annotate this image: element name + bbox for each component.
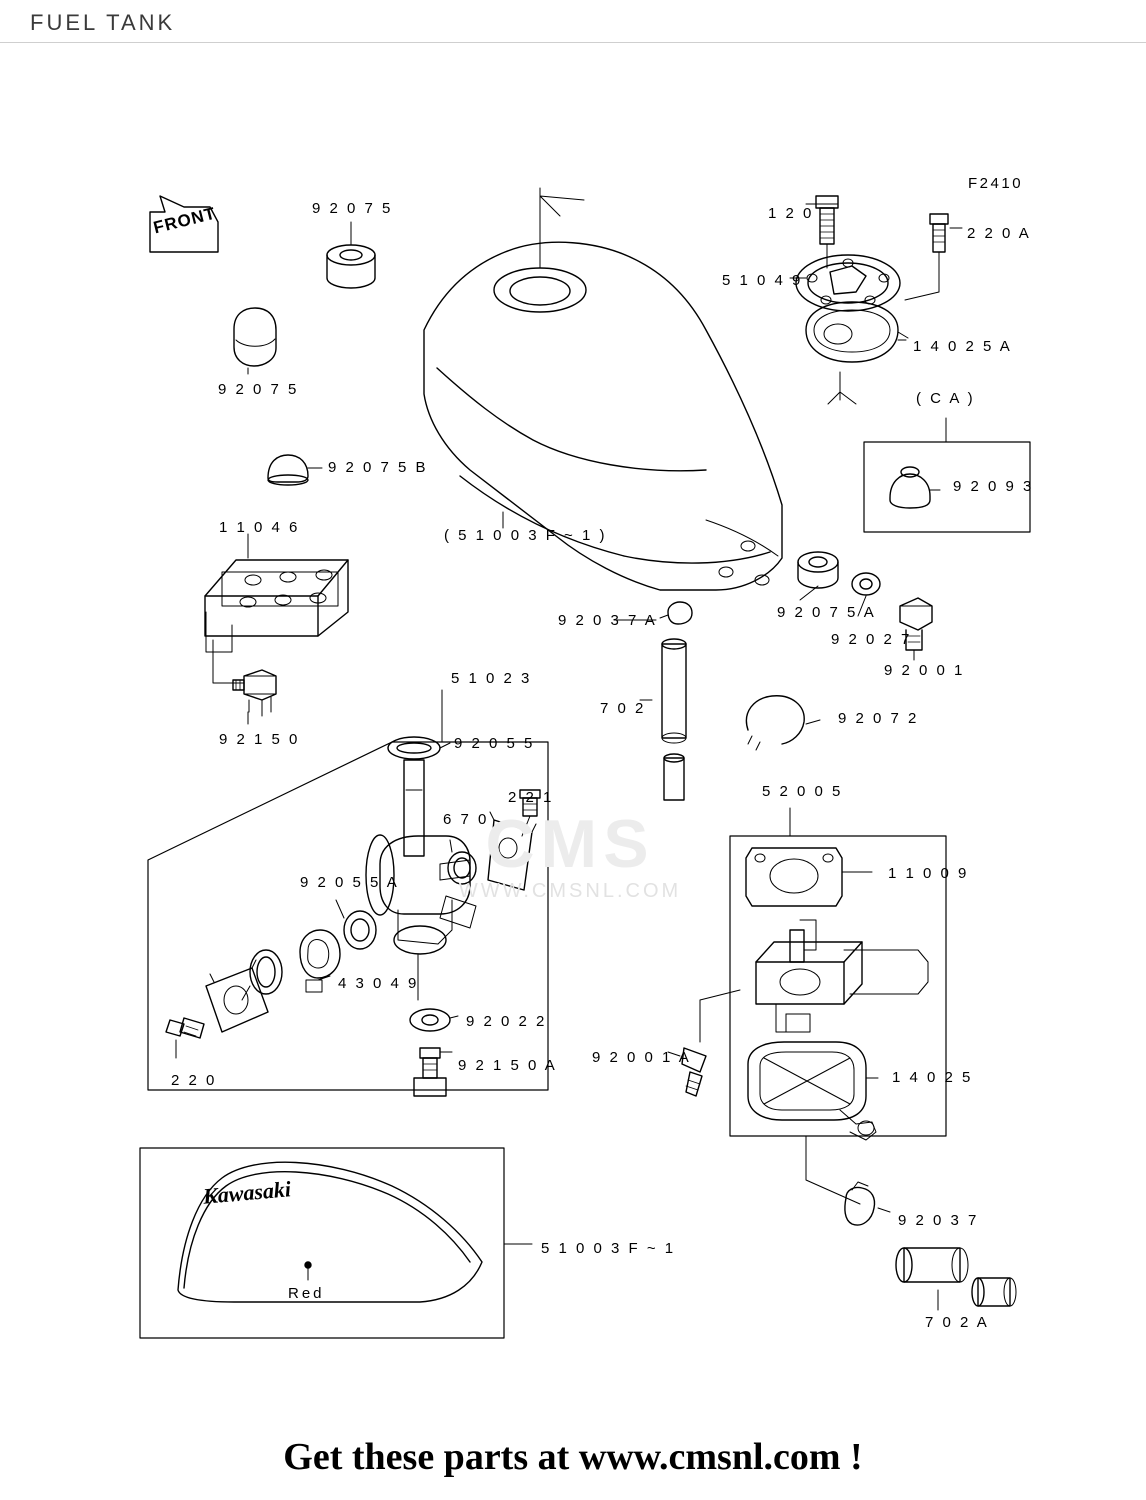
- part-label-43049: 4 3 0 4 9: [338, 975, 419, 992]
- part-label-52005: 5 2 0 0 5: [762, 783, 843, 800]
- front-badge-label: FRONT: [151, 203, 218, 238]
- ca-group-label: ( C A ): [916, 390, 976, 407]
- part-label-220a: 2 2 0 A: [967, 225, 1032, 242]
- part-label-120: 1 2 0: [768, 205, 814, 222]
- footer-promo-text: Get these parts at www.cmsnl.com !: [283, 1436, 863, 1478]
- watermark-brand: CMS: [485, 806, 655, 882]
- part-label-220: 2 2 0: [171, 1072, 217, 1089]
- part-label-702: 7 0 2: [600, 700, 646, 717]
- part-label-702a: 7 0 2 A: [925, 1314, 990, 1331]
- part-label-92027: 9 2 0 2 7: [831, 631, 912, 648]
- part-label-92093: 9 2 0 9 3: [953, 478, 1034, 495]
- part-label-670: 6 7 0: [443, 811, 489, 828]
- part-label-92001: 9 2 0 0 1: [884, 662, 965, 679]
- part-label-92150: 9 2 1 5 0: [219, 731, 300, 748]
- watermark-url: WWW.CMSNL.COM: [458, 880, 682, 902]
- part-label-51003f: 5 1 0 0 3 F ~ 1: [541, 1240, 676, 1257]
- part-label-11009: 1 1 0 0 9: [888, 865, 969, 882]
- part-label-51023: 5 1 0 2 3: [451, 670, 532, 687]
- page-title: FUEL TANK: [30, 10, 176, 35]
- part-label-11046: 1 1 0 4 6: [219, 519, 300, 536]
- decal-color-label: Red: [288, 1285, 325, 1302]
- tank-variant-label: ( 5 1 0 0 3 F ~ 1 ): [444, 527, 607, 544]
- part-label-51049: 5 1 0 4 9: [722, 272, 803, 289]
- part-label-221: 2 2 1: [508, 789, 554, 806]
- part-label-92001a: 9 2 0 0 1 A: [592, 1049, 692, 1066]
- part-label-92055a: 9 2 0 5 5 A: [300, 874, 400, 891]
- part-label-92075b: 9 2 0 7 5 B: [328, 459, 429, 476]
- part-label-92075-top: 9 2 0 7 5: [312, 200, 393, 217]
- part-label-92037: 9 2 0 3 7: [898, 1212, 979, 1229]
- part-label-92075-mid: 9 2 0 7 5: [218, 381, 299, 398]
- front-direction-badge: [143, 195, 221, 257]
- part-label-92075a: 9 2 0 7 5 A: [777, 604, 877, 621]
- part-label-14025: 1 4 0 2 5: [892, 1069, 973, 1086]
- part-label-92037a: 9 2 0 3 7 A: [558, 612, 658, 629]
- part-label-92055: 9 2 0 5 5: [454, 735, 535, 752]
- kawasaki-decal-logo: Kawasaki: [202, 1176, 292, 1209]
- part-label-14025a: 1 4 0 2 5 A: [913, 338, 1013, 355]
- part-label-92072: 9 2 0 7 2: [838, 710, 919, 727]
- part-label-92022: 9 2 0 2 2: [466, 1013, 547, 1030]
- sheet-code: F2410: [968, 175, 1024, 192]
- part-label-92150a: 9 2 1 5 0 A: [458, 1057, 558, 1074]
